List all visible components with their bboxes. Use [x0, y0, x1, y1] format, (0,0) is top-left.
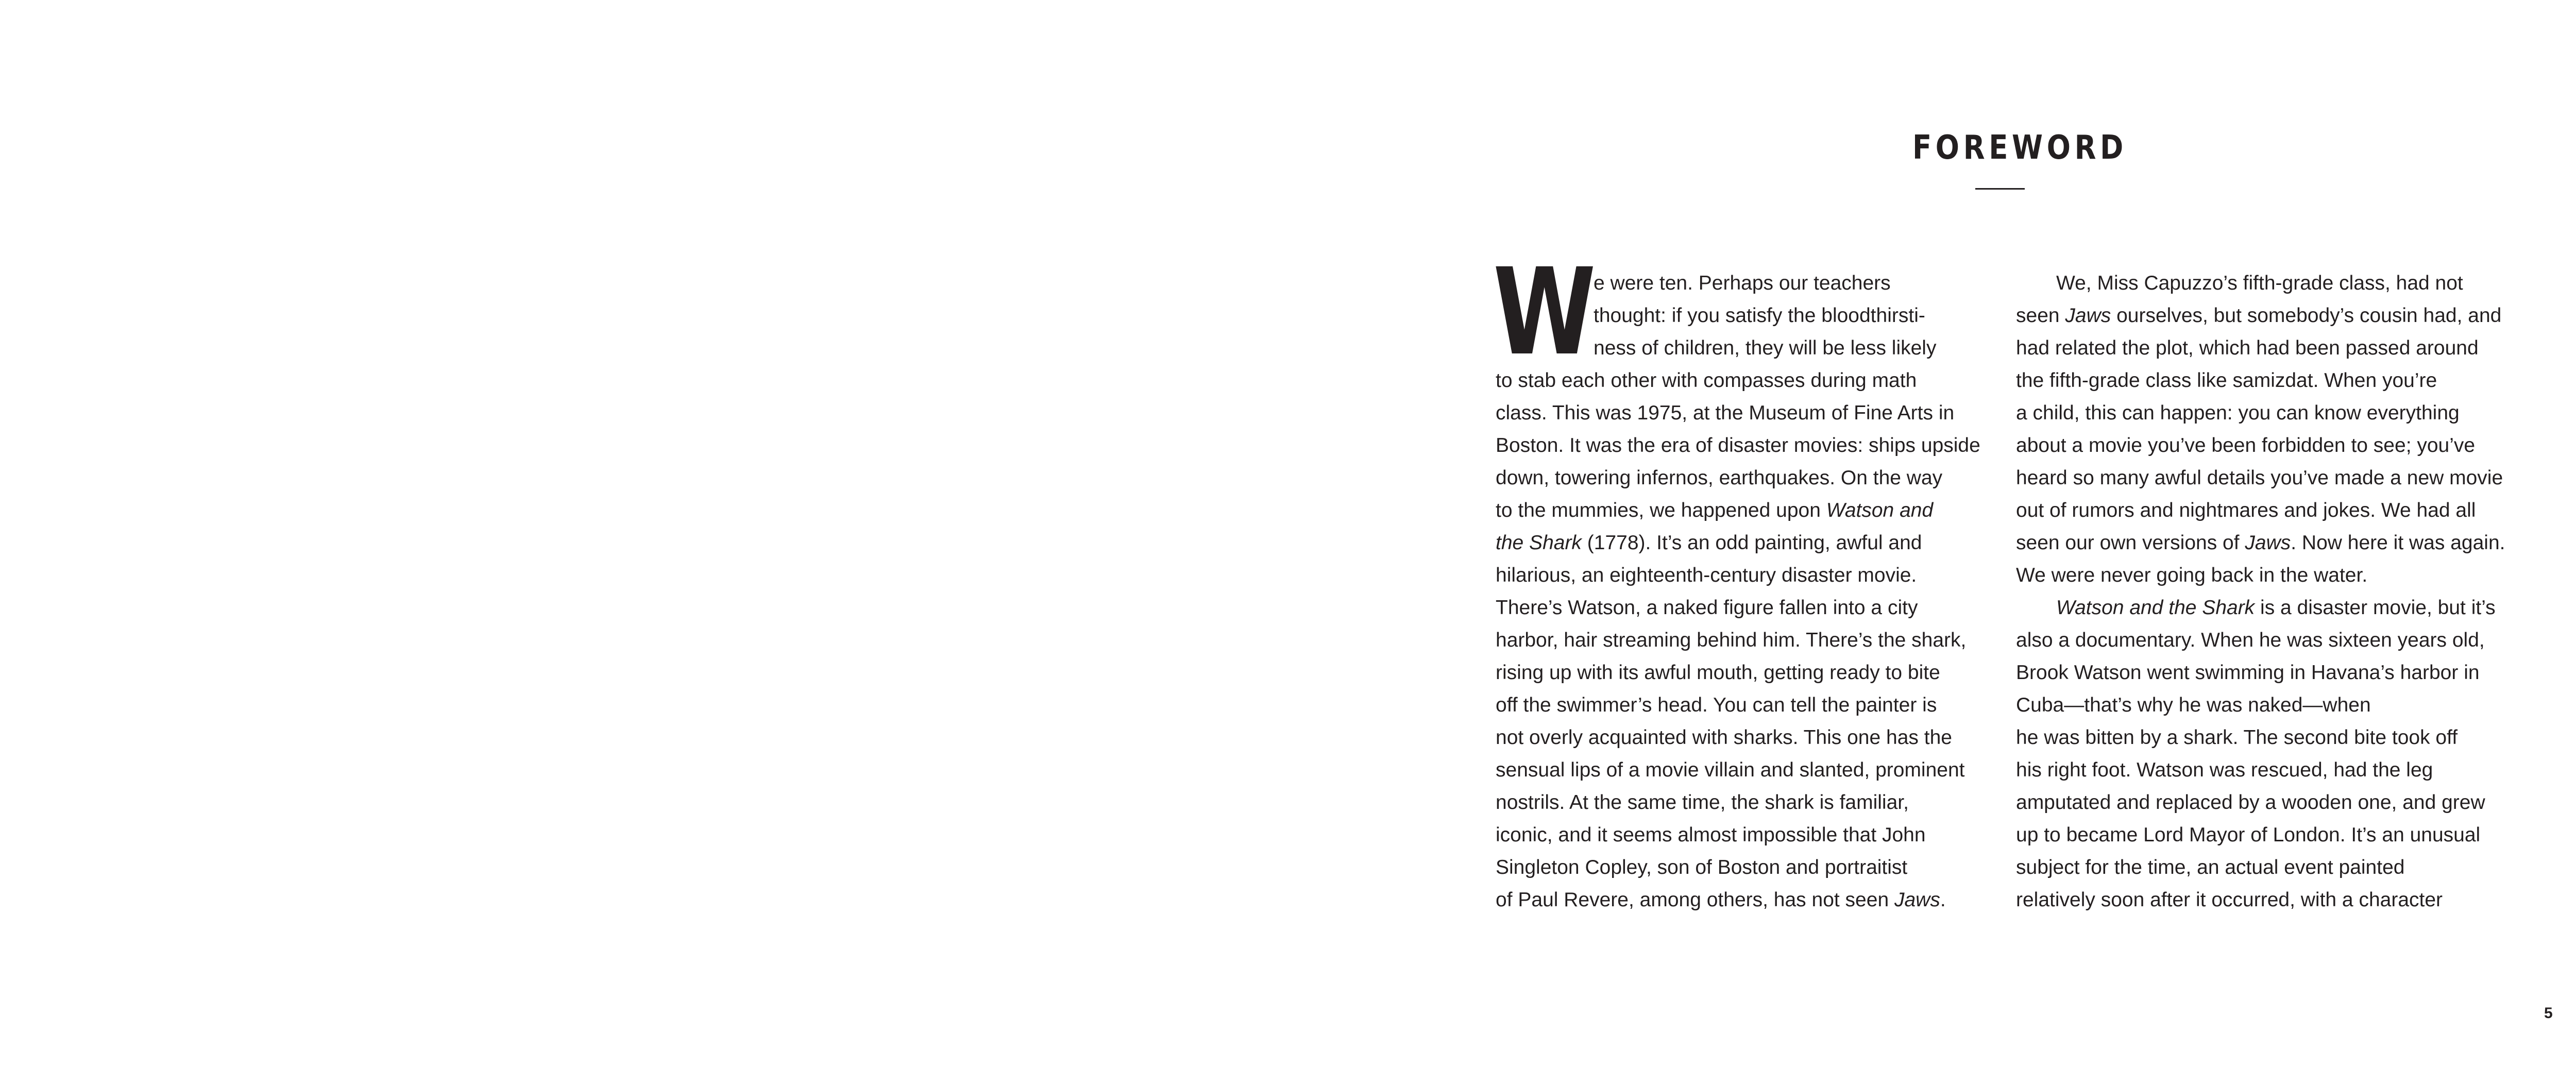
text-segment: sensual lips of a movie villain and slanted, prominent [1496, 759, 1965, 781]
text-line [1496, 851, 1970, 884]
italic-title: Watson and [1826, 499, 1934, 521]
text-line [1496, 397, 1970, 429]
text-line [2016, 884, 2511, 916]
italic-title: Jaws [2065, 304, 2111, 327]
text-line [1496, 656, 1970, 689]
text-segment: up to became Lord Mayor of London. It’s an unusual [2016, 824, 2481, 846]
text-segment: amputated and replaced by a wooden one, and grew [2016, 791, 2485, 814]
title-divider [1975, 188, 2025, 190]
text-line [2016, 332, 2511, 364]
text-segment: thought: if you satisfy the bloodthirsti- [1594, 304, 1925, 327]
text-line [2016, 364, 2511, 397]
text-segment: There’s Watson, a naked figure fallen into a city [1496, 597, 1918, 619]
text-line [2016, 689, 2511, 721]
text-segment: nostrils. At the same time, the shark is familiar, [1496, 791, 1909, 814]
text-line [1496, 429, 1980, 462]
text-segment: seen [2016, 304, 2065, 327]
text-segment: to the mummies, we happened upon [1496, 499, 1826, 521]
text-line [1496, 819, 1970, 851]
text-segment: a child, this can happen: you can know everything [2016, 402, 2460, 424]
text-segment: not overly acquainted with sharks. This one has the [1496, 726, 1952, 749]
text-segment: class. This was 1975, at the Museum of Fine Arts in [1496, 402, 1955, 424]
text-line [1496, 721, 1970, 754]
text-line [2016, 656, 2511, 689]
text-segment: is a disaster movie, but it’s [2255, 597, 2496, 619]
text-line [2016, 591, 2511, 624]
italic-title: the Shark [1496, 532, 1582, 554]
text-segment: ourselves, but somebody’s cousin had, and [2111, 304, 2502, 327]
text-segment: Singleton Copley, son of Boston and portraitist [1496, 856, 1908, 878]
text-segment: . [1940, 889, 1946, 911]
text-segment: to stab each other with compasses during math [1496, 369, 1917, 392]
page-number: 5 [2544, 1005, 2553, 1022]
text-segment: off the swimmer’s head. You can tell the painter is [1496, 694, 1937, 716]
text-line [1496, 689, 1970, 721]
text-line [2016, 494, 2511, 527]
text-segment: (1778). It’s an odd painting, awful and [1581, 532, 1922, 554]
text-segment: down, towering infernos, earthquakes. On the way [1496, 467, 1943, 489]
text-segment: out of rumors and nightmares and jokes. We had all [2016, 499, 2476, 521]
drop-cap: W [1493, 243, 1596, 382]
text-line [1496, 462, 1970, 494]
text-line [2016, 462, 2511, 494]
text-segment: relatively soon after it occurred, with a character [2016, 889, 2443, 911]
text-segment: his right foot. Watson was rescued, had the leg [2016, 759, 2433, 781]
text-segment: heard so many awful details you’ve made a new movie [2016, 467, 2503, 489]
text-line [2016, 397, 2511, 429]
text-segment: of Paul Revere, among others, has not seen [1496, 889, 1894, 911]
text-segment: Boston. It was the era of disaster movies: ships upside [1496, 434, 1980, 456]
text-line [2016, 721, 2511, 754]
text-segment: . Now here it was again. [2291, 532, 2505, 554]
text-line [1496, 884, 1970, 916]
text-line [1496, 364, 1970, 397]
text-column-left [1496, 267, 1980, 916]
italic-title: Jaws [1894, 889, 1940, 911]
text-segment: had related the plot, which had been passed around [2016, 337, 2479, 359]
text-segment: harbor, hair streaming behind him. There’s the shark, [1496, 629, 1967, 651]
text-segment: ness of children, they will be less likely [1594, 337, 1937, 359]
text-segment: We, Miss Capuzzo’s fifth-grade class, had not [2056, 272, 2463, 294]
text-line [2016, 851, 2511, 884]
italic-title: Watson and the Shark [2056, 597, 2255, 619]
text-segment: also a documentary. When he was sixteen years old, [2016, 629, 2485, 651]
text-line [1496, 332, 1970, 364]
text-line [2016, 819, 2511, 851]
text-line [1496, 527, 1970, 559]
text-line [1496, 754, 1970, 786]
text-line [1496, 559, 1970, 591]
text-segment: iconic, and it seems almost impossible that John [1496, 824, 1926, 846]
text-segment: subject for the time, an actual event painted [2016, 856, 2405, 878]
text-segment: the fifth-grade class like samizdat. When you’re [2016, 369, 2437, 392]
text-line [2016, 267, 2511, 299]
text-line [2016, 559, 2511, 591]
text-line [2016, 299, 2511, 332]
text-segment: Brook Watson went swimming in Havana’s harbor in [2016, 662, 2480, 684]
text-line [2016, 429, 2511, 462]
text-line [1496, 299, 1970, 332]
text-segment: We were never going back in the water. [2016, 564, 2368, 586]
text-line [1496, 494, 1970, 527]
chapter-title: FOREWORD [1912, 129, 2127, 167]
text-line [2016, 786, 2511, 819]
text-line [1496, 786, 1970, 819]
text-segment: about a movie you’ve been forbidden to see; you’ve [2016, 434, 2476, 456]
text-line [1496, 624, 1970, 656]
italic-title: Jaws [2245, 532, 2291, 554]
text-segment: Cuba—that’s why he was naked—when [2016, 694, 2371, 716]
text-column-right [2016, 267, 2511, 916]
text-line [2016, 527, 2511, 559]
text-segment: rising up with its awful mouth, getting ready to bite [1496, 662, 1940, 684]
text-segment: seen our own versions of [2016, 532, 2245, 554]
text-line [2016, 754, 2511, 786]
text-line [1496, 267, 1970, 299]
text-segment: e were ten. Perhaps our teachers [1594, 272, 1891, 294]
text-line [1496, 591, 1970, 624]
text-line [2016, 624, 2511, 656]
text-segment: he was bitten by a shark. The second bite took off [2016, 726, 2458, 749]
text-segment: hilarious, an eighteenth-century disaster movie. [1496, 564, 1917, 586]
